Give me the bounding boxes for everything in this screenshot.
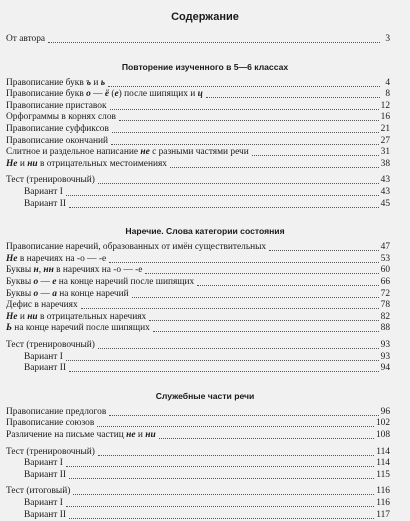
toc-entry[interactable] (6, 486, 390, 497)
toc-entry-title: Правописание наречий, образованных от имён существительных (6, 242, 267, 253)
toc-entry-title: Буквы н, нн в наречиях на -о — -е (6, 265, 143, 276)
toc-entry-title: Дефис в наречиях (6, 300, 78, 311)
toc-entry-title: Орфограммы в корнях слов (6, 112, 116, 123)
toc-entry[interactable] (6, 265, 390, 276)
toc-entry[interactable] (6, 447, 390, 458)
toc-entry[interactable] (24, 470, 390, 481)
toc-entry-title: Тест (тренировочный) (6, 446, 95, 457)
toc-page-number: 27 (380, 135, 390, 146)
dot-leader (73, 494, 374, 495)
toc-page-number: 78 (380, 300, 390, 311)
dot-leader (110, 109, 379, 110)
toc-entry[interactable] (24, 187, 390, 198)
toc-entry[interactable] (6, 312, 390, 323)
toc-entry[interactable] (24, 363, 390, 374)
dot-leader (153, 331, 379, 332)
toc-page-number: 43 (380, 187, 390, 197)
toc-entry-title: Правописание суффиксов (6, 124, 109, 134)
toc-page-number: 115 (376, 469, 390, 480)
toc-entry[interactable] (6, 159, 390, 170)
toc-page-number: 102 (375, 418, 390, 429)
toc-page-number: 47 (380, 242, 390, 253)
dot-leader (109, 415, 378, 416)
toc-entry-title: Тест (тренировочный) (6, 340, 95, 350)
toc-page-number: 94 (380, 363, 390, 374)
toc-entry-title: Не в наречиях на -о — -е (6, 253, 107, 264)
dot-leader (66, 195, 379, 196)
toc-entry[interactable] (6, 277, 390, 288)
toc-page-number: 60 (380, 265, 390, 276)
section-heading: Наречие. Слова категории состояния (125, 226, 285, 237)
toc-entry[interactable] (6, 175, 390, 186)
toc-entry[interactable] (6, 124, 390, 135)
dot-leader (109, 262, 378, 263)
toc-entry-title: Вариант I (24, 498, 63, 508)
toc-page-number: 8 (385, 89, 390, 100)
toc-entry[interactable] (6, 34, 390, 45)
toc-page-number: 88 (380, 323, 390, 334)
toc-page-number: 117 (376, 509, 390, 520)
toc-entry-title: Не и ни в отрицательных местоимениях (6, 158, 167, 169)
toc-page-number: 116 (376, 498, 390, 508)
dot-leader (197, 285, 378, 286)
toc-entry[interactable] (6, 78, 390, 89)
toc-entry-title: Правописание окончаний (6, 135, 109, 146)
toc-entry-title: Вариант II (24, 363, 66, 374)
dot-leader (69, 371, 379, 372)
toc-page-number: 93 (380, 340, 390, 350)
dot-leader (97, 426, 374, 427)
toc-entry-title: Вариант II (24, 509, 66, 520)
toc-entry[interactable] (6, 136, 390, 147)
toc-entry-title: От автора (6, 34, 46, 44)
toc-entry-title: Тест (тренировочный) (6, 175, 95, 186)
toc-entry-title: Вариант I (24, 351, 63, 362)
toc-entry-title: Буквы о — е на конце наречий после шипящих (6, 277, 195, 287)
toc-entry[interactable] (6, 289, 390, 300)
toc-entry[interactable] (24, 510, 390, 521)
dot-leader (119, 120, 379, 121)
toc-entry-title: Вариант II (24, 198, 66, 209)
toc-page-number: 93 (380, 351, 390, 362)
toc-page-number: 66 (380, 277, 390, 287)
toc-page-number: 4 (385, 77, 390, 88)
toc-page-number: 45 (380, 198, 390, 209)
toc-entry[interactable] (24, 199, 390, 210)
toc-page-number: 72 (380, 288, 390, 299)
toc-page-number: 12 (380, 100, 390, 111)
toc-page-number: 31 (380, 147, 390, 158)
toc-entry-title: Правописание приставок (6, 100, 107, 111)
toc-page-number: 96 (380, 406, 390, 417)
toc-entry[interactable] (24, 498, 390, 509)
dot-leader (252, 155, 379, 156)
toc-entry-title: Правописание букв о — ё (е) после шипящих и ц (6, 89, 203, 100)
toc-entry[interactable] (24, 458, 390, 469)
dot-leader (98, 455, 374, 456)
toc-entry-title: Правописание предлогов (6, 406, 107, 417)
toc-page-number: 82 (380, 311, 390, 322)
dot-leader (69, 518, 374, 519)
toc-page-number: 38 (380, 158, 390, 169)
toc-entry-title: Вариант I (24, 458, 63, 469)
toc-page-number: 3 (385, 34, 390, 44)
dot-leader (159, 438, 374, 439)
toc-entry[interactable] (6, 340, 390, 351)
toc-entry[interactable] (24, 352, 390, 363)
dot-leader (69, 207, 379, 208)
toc-entry-title: Не и ни в отрицательных наречиях (6, 311, 147, 322)
dot-leader (48, 42, 380, 43)
toc-entry[interactable] (6, 242, 390, 253)
dot-leader (66, 506, 374, 507)
dot-leader (206, 97, 380, 98)
toc-entry[interactable] (6, 254, 390, 265)
dot-leader (81, 308, 379, 309)
toc-entry[interactable] (6, 112, 390, 123)
dot-leader (149, 320, 378, 321)
toc-entry-title: Вариант II (24, 469, 66, 480)
toc-page-number: 114 (376, 446, 390, 457)
toc-page-number: 114 (376, 458, 390, 469)
toc-entry-title: Буквы о — а на конце наречий (6, 288, 129, 299)
toc-entry-title: Ь на конце наречий после шипящих (6, 323, 150, 334)
dot-leader (98, 348, 379, 349)
dot-leader (69, 478, 374, 479)
toc-entry-title: Правописание союзов (6, 418, 95, 429)
toc-entry[interactable] (6, 89, 390, 100)
toc-entry-title: Тест (итоговый) (6, 486, 71, 497)
toc-entry-title: Вариант I (24, 187, 63, 197)
toc-entry[interactable] (6, 101, 390, 112)
toc-page-number: 108 (375, 430, 390, 440)
toc-entry[interactable] (6, 323, 390, 334)
dot-leader (108, 86, 380, 87)
dot-leader (98, 183, 379, 184)
toc-entry-title: Различение на письме частиц не и ни (6, 430, 156, 440)
dot-leader (170, 167, 379, 168)
dot-leader (132, 297, 379, 298)
dot-leader (269, 250, 379, 251)
toc-page-number: 21 (380, 124, 390, 134)
dot-leader (111, 144, 379, 145)
toc-page-number: 116 (376, 486, 390, 497)
toc-entry-title: Слитное и раздельное написание не с разными частями речи (6, 147, 249, 158)
dot-leader (112, 132, 379, 133)
toc-entry[interactable] (6, 430, 390, 441)
page-title: Содержание (171, 11, 239, 23)
dot-leader (66, 466, 374, 467)
section-heading: Повторение изученного в 5—6 классах (121, 61, 289, 72)
toc-entry-title: Правописание букв ъ и ь (6, 77, 106, 88)
section-heading: Служебные части речи (155, 390, 255, 401)
toc-entry[interactable] (6, 147, 390, 158)
toc-entry[interactable] (6, 407, 390, 418)
toc-page-number: 43 (380, 175, 390, 186)
dot-leader (145, 273, 378, 274)
dot-leader (66, 360, 379, 361)
toc-page-number: 53 (380, 253, 390, 264)
toc-page-number: 16 (380, 112, 390, 123)
toc-entry[interactable] (6, 300, 390, 311)
toc-entry[interactable] (6, 418, 390, 429)
